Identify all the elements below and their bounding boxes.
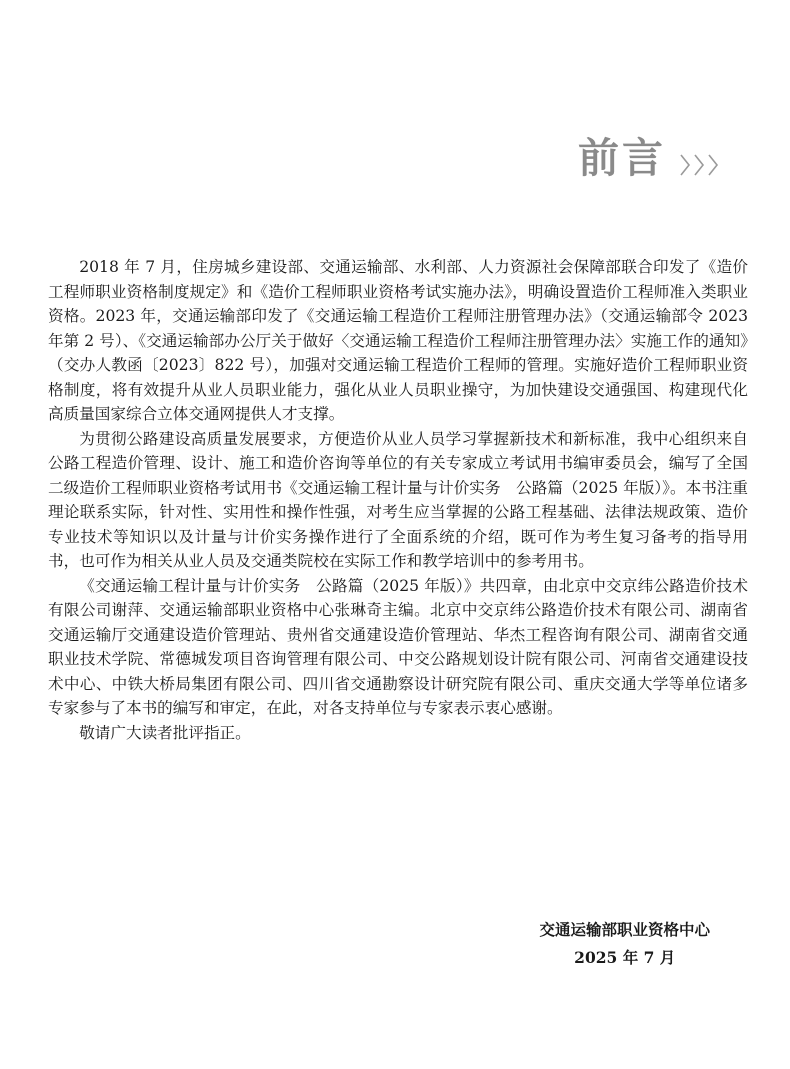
paragraph-contributors: 《交通运输工程计量与计价实务 公路篇（2025 年版）》共四章，由北京中交京纬公路造价技术有限公司谢萍、交通运输部职业资格中心张琳奇主编。北京中交京纬公路造价技术有限公司、湖南省交通运输厅交通建设造价管理站、贵州省交通建设造价管理站、华杰工程咨询有限公司、湖南省交通职业技术学院、常德城发项目咨询管理有限公司、中交公路规划设计院有限公司、河南省交通建设技术中心、中铁大桥局集团有限公司、四川省交通勘察设计研究院有限公司、重庆交通大学等单位诸多专家参与了本书的编写和审定，在此，对各支持单位与专家表示衷心感谢。 [48, 576, 748, 717]
signature-date: 2025 年 7 月 [574, 948, 676, 967]
chevron-right-icon [706, 152, 720, 178]
signature-block [539, 917, 710, 971]
paragraph-regulations: 2018 年 7 月，住房城乡建设部、交通运输部、水利部、人力资源社会保障部联合印发了《造价工程师职业资格制度规定》和《造价工程师职业资格考试实施办法》，明确设置造价工程师准入类职业资格。2023 年，交通运输部印发了《交通运输工程造价工程师注册管理办法》（交通运输部令 2023 年第 2 号）、《交通运输部办公厅关于做好〈交通运输工程造价工程师注册管理办法〉实施工作的通知》（交办人教函〔2023〕822 号），加强对交通运输工程造价工程师的管理。实施好造价工程师职业资格制度，将有效提升从业人员职业能力，强化从业人员职业操守，为加快建设交通强国、构建现代化高质量国家综合立体交通网提供人才支撑。 [48, 258, 748, 423]
preface-title: 前言 [578, 134, 666, 182]
signature-org: 交通运输部职业资格中心 [539, 921, 710, 939]
paragraph-purpose: 为贯彻公路建设高质量发展要求，方便造价从业人员学习掌握新技术和新标准，我中心组织来自公路工程造价管理、设计、施工和造价咨询等单位的有关专家成立考试用书编审委员会，编写了全国二级造价工程师职业资格考试用书《交通运输工程计量与计价实务 公路篇（2025 年版）》。本书注重理论联系实际，针对性、实用性和操作性强，对考生应当掌握的公路工程基础、法律法规政策、造价专业技术等知识以及计量与计价实务操作进行了全面系统的介绍，既可作为考生复习备考的指导用书，也可作为相关从业人员及交通类院校在实际工作和教学培训中的参考用书。 [48, 429, 748, 570]
chevrons-right-icon [678, 152, 720, 178]
preface-heading [578, 134, 720, 182]
paragraph-closing: 敬请广大读者批评指正。 [79, 723, 251, 742]
chevron-right-icon [678, 152, 692, 178]
preface-body [48, 255, 748, 745]
chevron-right-icon [692, 152, 706, 178]
